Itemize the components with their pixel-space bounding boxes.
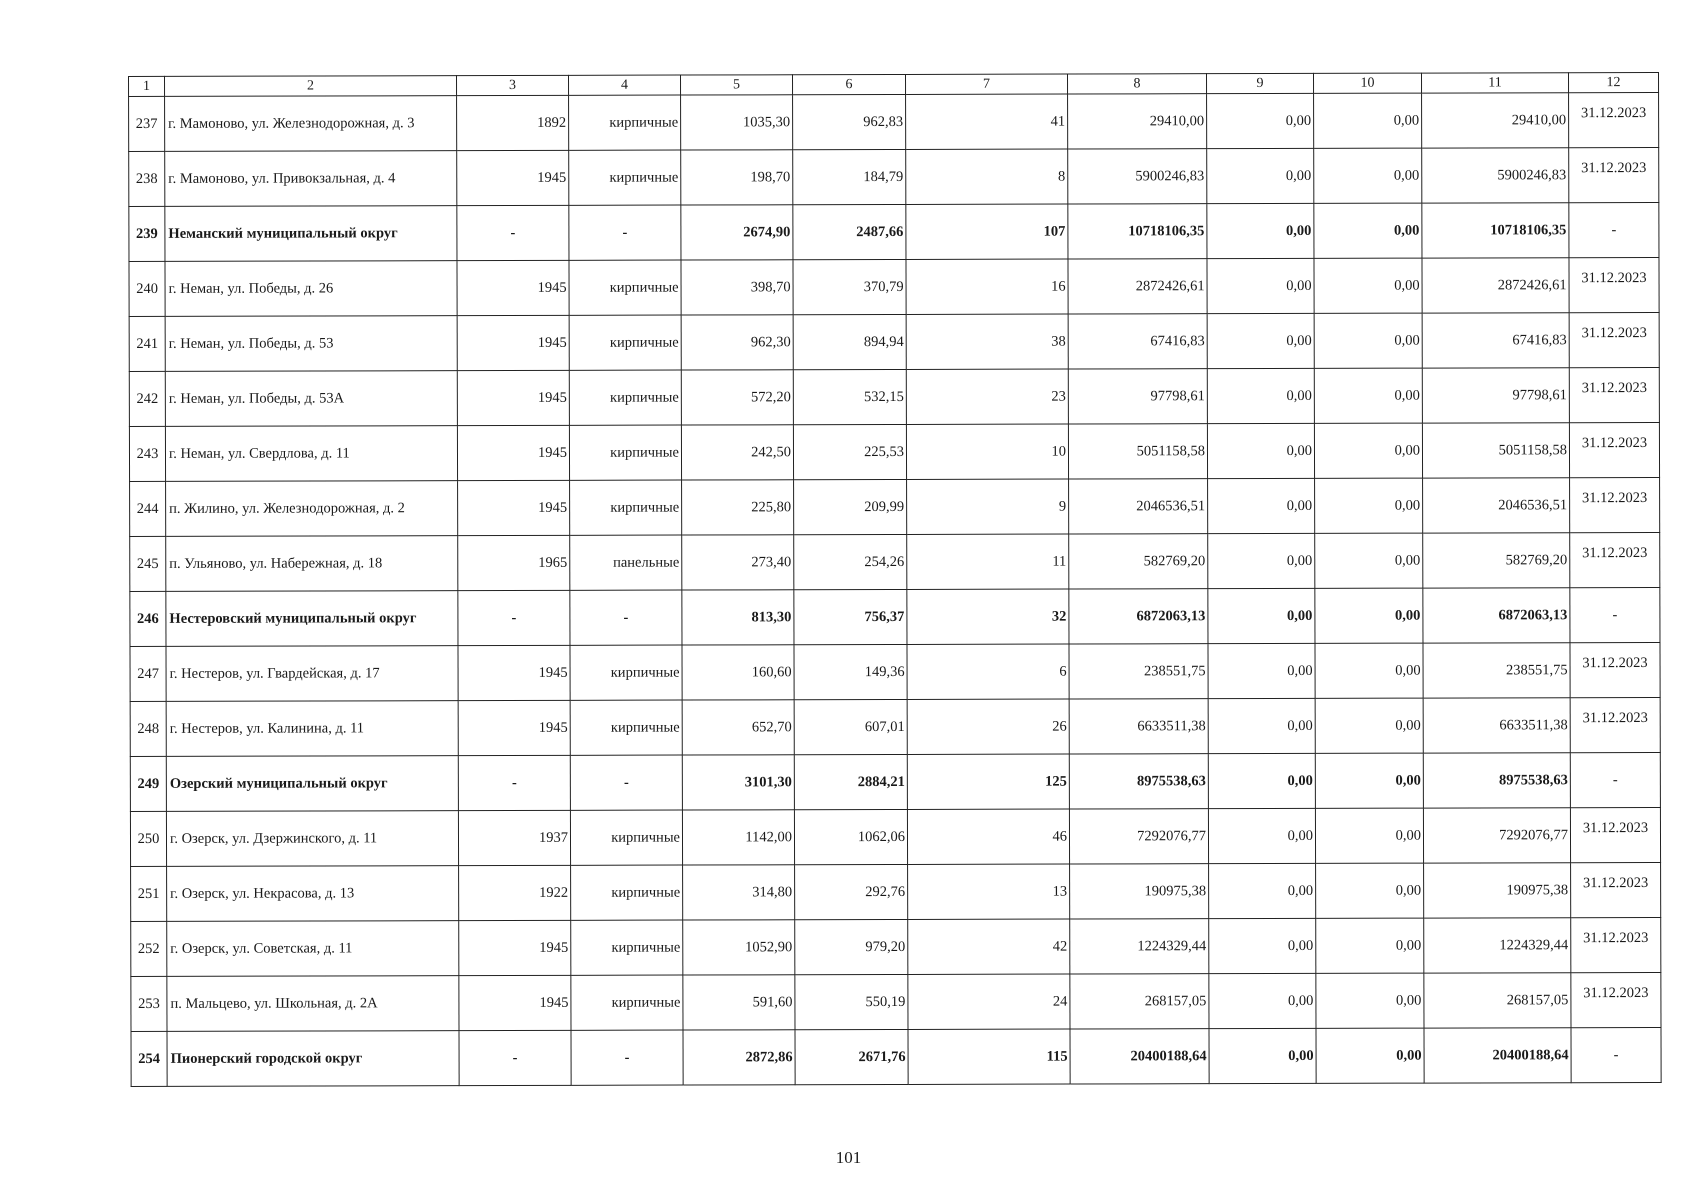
cell-address: Неманский муниципальный округ <box>165 206 457 262</box>
cell-col-8: 268157,05 <box>1070 974 1209 1029</box>
header-col-12: 12 <box>1568 72 1658 92</box>
cell-deadline: 31.12.2023 <box>1571 917 1661 972</box>
header-col-1: 1 <box>129 76 165 96</box>
cell-address: г. Неман, ул. Свердлова, д. 11 <box>165 426 457 482</box>
cell-year: 1945 <box>458 480 570 535</box>
cell-year: 1945 <box>458 645 570 700</box>
cell-col-5: 314,80 <box>683 865 795 920</box>
cell-row-number: 254 <box>131 1031 167 1086</box>
cell-year: - <box>458 755 570 810</box>
cell-col-7: 46 <box>907 809 1069 864</box>
cell-col-6: 184,79 <box>793 149 906 204</box>
cell-col-11: 97798,61 <box>1422 368 1569 423</box>
document-sheet <box>128 76 1658 1087</box>
cell-deadline: 31.12.2023 <box>1571 972 1661 1027</box>
cell-col-9: 0,00 <box>1208 698 1315 753</box>
cell-col-11: 190975,38 <box>1424 863 1571 918</box>
cell-col-11: 268157,05 <box>1424 973 1571 1028</box>
cell-row-number: 247 <box>130 646 166 701</box>
cell-wall-material: кирпичные <box>571 975 683 1030</box>
header-col-9: 9 <box>1206 73 1313 93</box>
cell-wall-material: кирпичные <box>569 150 681 205</box>
cell-col-10: 0,00 <box>1316 973 1424 1028</box>
table-row-total <box>130 587 1660 646</box>
table-body <box>129 92 1662 1086</box>
cell-year: - <box>459 1030 571 1085</box>
cell-col-9: 0,00 <box>1208 533 1315 588</box>
cell-row-number: 243 <box>129 426 165 481</box>
cell-col-7: 26 <box>907 699 1069 754</box>
cell-col-9: 0,00 <box>1209 918 1316 973</box>
cell-col-11: 582769,20 <box>1423 533 1570 588</box>
cell-address: г. Нестеров, ул. Гвардейская, д. 17 <box>166 646 458 702</box>
table-row <box>129 367 1659 426</box>
cell-col-7: 24 <box>908 974 1070 1029</box>
table-row <box>129 147 1659 206</box>
cell-col-10: 0,00 <box>1314 258 1422 313</box>
header-col-5: 5 <box>680 75 792 95</box>
cell-col-8: 6633511,38 <box>1069 699 1208 754</box>
cell-col-11: 7292076,77 <box>1423 808 1570 863</box>
cell-year: 1892 <box>457 95 569 150</box>
cell-address: г. Неман, ул. Победы, д. 53А <box>165 371 457 427</box>
cell-col-6: 532,15 <box>793 369 906 424</box>
table-row-total <box>129 202 1659 261</box>
cell-col-8: 190975,38 <box>1070 864 1209 919</box>
table-row <box>129 312 1659 371</box>
cell-year: 1945 <box>458 700 570 755</box>
cell-col-10: 0,00 <box>1314 203 1422 258</box>
cell-deadline: 31.12.2023 <box>1570 642 1660 697</box>
cell-deadline: - <box>1570 587 1660 642</box>
header-col-7: 7 <box>905 74 1067 94</box>
table-row-total <box>131 1027 1661 1086</box>
cell-col-6: 607,01 <box>794 699 907 754</box>
table-row <box>131 917 1661 976</box>
table-row <box>130 807 1660 866</box>
cell-col-7: 16 <box>906 259 1068 314</box>
cell-col-6: 292,76 <box>795 864 908 919</box>
table-row <box>130 477 1660 536</box>
cell-col-9: 0,00 <box>1208 478 1315 533</box>
cell-col-6: 370,79 <box>793 259 906 314</box>
cell-address: г. Мамоново, ул. Железнодорожная, д. 3 <box>165 96 457 152</box>
cell-col-11: 6872063,13 <box>1423 588 1570 643</box>
table-row <box>131 862 1661 921</box>
cell-deadline: - <box>1570 752 1660 807</box>
table-row <box>130 642 1660 701</box>
table-row <box>130 532 1660 591</box>
cell-address: п. Жилино, ул. Железнодорожная, д. 2 <box>166 481 458 537</box>
cell-col-7: 9 <box>907 479 1069 534</box>
cell-col-9: 0,00 <box>1208 808 1315 863</box>
cell-col-10: 0,00 <box>1315 588 1423 643</box>
cell-address: п. Ульяново, ул. Набережная, д. 18 <box>166 536 458 592</box>
header-col-10: 10 <box>1313 73 1421 93</box>
cell-col-10: 0,00 <box>1314 93 1422 148</box>
cell-col-10: 0,00 <box>1314 368 1422 423</box>
cell-row-number: 245 <box>130 536 166 591</box>
cell-wall-material: кирпичные <box>571 865 683 920</box>
cell-col-5: 1142,00 <box>682 810 794 865</box>
cell-col-8: 1224329,44 <box>1070 919 1209 974</box>
cell-col-8: 238551,75 <box>1069 644 1208 699</box>
cell-deadline: 31.12.2023 <box>1570 477 1660 532</box>
cell-year: 1945 <box>457 425 569 480</box>
cell-col-7: 38 <box>906 314 1068 369</box>
cell-year: 1945 <box>457 315 569 370</box>
cell-col-11: 1224329,44 <box>1424 918 1571 973</box>
cell-col-9: 0,00 <box>1209 973 1316 1028</box>
cell-deadline: 31.12.2023 <box>1570 532 1660 587</box>
cell-address: г. Озерск, ул. Советская, д. 11 <box>167 921 459 977</box>
cell-year: 1945 <box>457 370 569 425</box>
cell-col-9: 0,00 <box>1207 258 1314 313</box>
cell-col-10: 0,00 <box>1315 643 1423 698</box>
cell-col-7: 8 <box>906 149 1068 204</box>
cell-wall-material: кирпичные <box>570 645 682 700</box>
cell-col-8: 5900246,83 <box>1068 149 1207 204</box>
cell-col-10: 0,00 <box>1315 753 1423 808</box>
cell-row-number: 252 <box>131 921 167 976</box>
cell-deadline: - <box>1569 202 1659 257</box>
cell-address: г. Озерск, ул. Некрасова, д. 13 <box>167 866 459 922</box>
cell-wall-material: кирпичные <box>570 810 682 865</box>
cell-col-6: 1062,06 <box>794 809 907 864</box>
cell-col-11: 6633511,38 <box>1423 698 1570 753</box>
cell-address: Нестеровский муниципальный округ <box>166 591 458 647</box>
cell-row-number: 240 <box>129 261 165 316</box>
cell-col-9: 0,00 <box>1209 1028 1316 1083</box>
cell-col-9: 0,00 <box>1207 203 1314 258</box>
cell-deadline: 31.12.2023 <box>1569 257 1659 312</box>
cell-col-11: 2872426,61 <box>1422 258 1569 313</box>
cell-row-number: 250 <box>130 811 166 866</box>
cell-year: 1945 <box>459 975 571 1030</box>
cell-col-11: 20400188,64 <box>1424 1028 1571 1083</box>
cell-col-5: 1052,90 <box>683 920 795 975</box>
cell-col-5: 591,60 <box>683 975 795 1030</box>
cell-row-number: 253 <box>131 976 167 1031</box>
cell-col-11: 29410,00 <box>1422 93 1569 148</box>
cell-col-8: 2046536,51 <box>1069 479 1208 534</box>
cell-col-7: 6 <box>907 644 1069 699</box>
cell-wall-material: кирпичные <box>569 260 681 315</box>
cell-address: Пионерский городской округ <box>167 1031 459 1087</box>
cell-col-7: 125 <box>907 754 1069 809</box>
cell-deadline: 31.12.2023 <box>1569 367 1659 422</box>
cell-address: п. Мальцево, ул. Школьная, д. 2А <box>167 976 459 1032</box>
cell-address: Озерский муниципальный округ <box>166 756 458 812</box>
cell-col-10: 0,00 <box>1314 313 1422 368</box>
cell-col-5: 3101,30 <box>682 755 794 810</box>
cell-deadline: 31.12.2023 <box>1569 312 1659 367</box>
cell-col-8: 2872426,61 <box>1068 259 1207 314</box>
header-col-6: 6 <box>792 74 905 94</box>
cell-row-number: 251 <box>131 866 167 921</box>
cell-col-7: 32 <box>907 589 1069 644</box>
cell-address: г. Озерск, ул. Дзержинского, д. 11 <box>166 811 458 867</box>
cell-col-11: 67416,83 <box>1422 313 1569 368</box>
cell-col-6: 894,94 <box>793 314 906 369</box>
cell-col-11: 2046536,51 <box>1423 478 1570 533</box>
cell-col-5: 2872,86 <box>683 1030 795 1085</box>
cell-row-number: 244 <box>130 481 166 536</box>
cell-col-11: 238551,75 <box>1423 643 1570 698</box>
cell-col-6: 2671,76 <box>795 1029 908 1084</box>
cell-wall-material: кирпичные <box>570 480 682 535</box>
cell-deadline: 31.12.2023 <box>1569 92 1659 147</box>
cell-year: 1922 <box>459 865 571 920</box>
cell-col-7: 10 <box>906 424 1068 479</box>
cell-col-8: 582769,20 <box>1069 534 1208 589</box>
cell-col-10: 0,00 <box>1315 533 1423 588</box>
cell-address: г. Мамоново, ул. Привокзальная, д. 4 <box>165 151 457 207</box>
cell-col-5: 572,20 <box>681 370 793 425</box>
header-col-2: 2 <box>165 76 457 97</box>
cell-col-10: 0,00 <box>1316 1028 1424 1083</box>
cell-address: г. Неман, ул. Победы, д. 26 <box>165 261 457 317</box>
cell-col-8: 29410,00 <box>1068 94 1207 149</box>
cell-address: г. Неман, ул. Победы, д. 53 <box>165 316 457 372</box>
cell-wall-material: кирпичные <box>569 425 681 480</box>
cell-row-number: 241 <box>129 316 165 371</box>
cell-row-number: 237 <box>129 96 165 151</box>
cell-col-7: 41 <box>906 94 1068 149</box>
cell-col-10: 0,00 <box>1314 148 1422 203</box>
cell-col-5: 1035,30 <box>681 95 793 150</box>
cell-deadline: 31.12.2023 <box>1571 862 1661 917</box>
cell-col-8: 10718106,35 <box>1068 204 1207 259</box>
cell-col-8: 7292076,77 <box>1069 809 1208 864</box>
cell-col-9: 0,00 <box>1207 423 1314 478</box>
table-row <box>129 92 1659 151</box>
cell-col-6: 550,19 <box>795 974 908 1029</box>
cell-col-6: 979,20 <box>795 919 908 974</box>
cell-wall-material: - <box>570 590 682 645</box>
cell-col-5: 198,70 <box>681 150 793 205</box>
cell-row-number: 238 <box>129 151 165 206</box>
cell-col-10: 0,00 <box>1315 808 1423 863</box>
cell-year: - <box>457 205 569 260</box>
cell-col-8: 5051158,58 <box>1068 424 1207 479</box>
cell-col-11: 8975538,63 <box>1423 753 1570 808</box>
cell-col-6: 254,26 <box>794 534 907 589</box>
header-col-8: 8 <box>1067 74 1206 94</box>
cell-col-10: 0,00 <box>1315 698 1423 753</box>
cell-year: 1965 <box>458 535 570 590</box>
cell-address: г. Нестеров, ул. Калинина, д. 11 <box>166 701 458 757</box>
cell-col-5: 2674,90 <box>681 205 793 260</box>
cell-year: 1945 <box>459 920 571 975</box>
cell-col-6: 2884,21 <box>794 754 907 809</box>
cell-wall-material: панельные <box>570 535 682 590</box>
cell-year: 1937 <box>458 810 570 865</box>
cell-row-number: 248 <box>130 701 166 756</box>
table-row <box>130 697 1660 756</box>
cell-col-9: 0,00 <box>1207 93 1314 148</box>
cell-col-5: 652,70 <box>682 700 794 755</box>
cell-col-8: 67416,83 <box>1068 314 1207 369</box>
cell-col-6: 756,37 <box>794 589 907 644</box>
cell-col-6: 225,53 <box>793 424 906 479</box>
cell-col-8: 20400188,64 <box>1070 1029 1209 1084</box>
cell-col-6: 209,99 <box>794 479 907 534</box>
cell-col-6: 149,36 <box>794 644 907 699</box>
cell-col-7: 11 <box>907 534 1069 589</box>
cell-row-number: 249 <box>130 756 166 811</box>
cell-wall-material: кирпичные <box>569 95 681 150</box>
cell-col-11: 10718106,35 <box>1422 203 1569 258</box>
page-number: 101 <box>835 1148 862 1167</box>
cell-row-number: 239 <box>129 206 165 261</box>
cell-col-9: 0,00 <box>1207 313 1314 368</box>
cell-col-5: 813,30 <box>682 590 794 645</box>
table-row <box>129 257 1659 316</box>
cell-col-5: 242,50 <box>681 425 793 480</box>
header-col-4: 4 <box>568 75 680 95</box>
cell-col-6: 962,83 <box>793 94 906 149</box>
cell-col-9: 0,00 <box>1208 753 1315 808</box>
cell-wall-material: - <box>571 1030 683 1085</box>
cell-wall-material: - <box>569 205 681 260</box>
cell-wall-material: кирпичные <box>570 700 682 755</box>
cell-wall-material: - <box>570 755 682 810</box>
cell-col-9: 0,00 <box>1209 863 1316 918</box>
cell-col-5: 160,60 <box>682 645 794 700</box>
cell-col-8: 8975538,63 <box>1069 754 1208 809</box>
cell-col-8: 6872063,13 <box>1069 589 1208 644</box>
cell-row-number: 242 <box>129 371 165 426</box>
cell-col-11: 5900246,83 <box>1422 148 1569 203</box>
cell-col-7: 115 <box>908 1029 1070 1084</box>
cell-col-8: 97798,61 <box>1068 369 1207 424</box>
cell-col-10: 0,00 <box>1316 863 1424 918</box>
cell-deadline: - <box>1571 1027 1661 1082</box>
cell-col-5: 273,40 <box>682 535 794 590</box>
cell-col-5: 962,30 <box>681 315 793 370</box>
housing-table <box>128 72 1662 1087</box>
cell-col-6: 2487,66 <box>793 204 906 259</box>
cell-wall-material: кирпичные <box>571 920 683 975</box>
cell-deadline: 31.12.2023 <box>1569 147 1659 202</box>
cell-col-7: 42 <box>908 919 1070 974</box>
header-col-11: 11 <box>1421 73 1568 93</box>
cell-col-10: 0,00 <box>1314 423 1422 478</box>
cell-deadline: 31.12.2023 <box>1570 807 1660 862</box>
cell-year: - <box>458 590 570 645</box>
cell-col-10: 0,00 <box>1315 478 1423 533</box>
cell-wall-material: кирпичные <box>569 315 681 370</box>
cell-col-11: 5051158,58 <box>1422 423 1569 478</box>
cell-col-9: 0,00 <box>1208 643 1315 698</box>
table-row <box>131 972 1661 1031</box>
cell-col-5: 398,70 <box>681 260 793 315</box>
cell-year: 1945 <box>457 260 569 315</box>
cell-year: 1945 <box>457 150 569 205</box>
cell-wall-material: кирпичные <box>569 370 681 425</box>
cell-col-9: 0,00 <box>1207 368 1314 423</box>
cell-col-7: 13 <box>908 864 1070 919</box>
table-row <box>129 422 1659 481</box>
table-row-total <box>130 752 1660 811</box>
cell-deadline: 31.12.2023 <box>1569 422 1659 477</box>
cell-col-9: 0,00 <box>1207 148 1314 203</box>
cell-row-number: 246 <box>130 591 166 646</box>
cell-col-9: 0,00 <box>1208 588 1315 643</box>
cell-col-7: 23 <box>906 369 1068 424</box>
header-col-3: 3 <box>457 75 569 95</box>
cell-col-5: 225,80 <box>682 480 794 535</box>
cell-col-10: 0,00 <box>1316 918 1424 973</box>
cell-col-7: 107 <box>906 204 1068 259</box>
cell-deadline: 31.12.2023 <box>1570 697 1660 752</box>
